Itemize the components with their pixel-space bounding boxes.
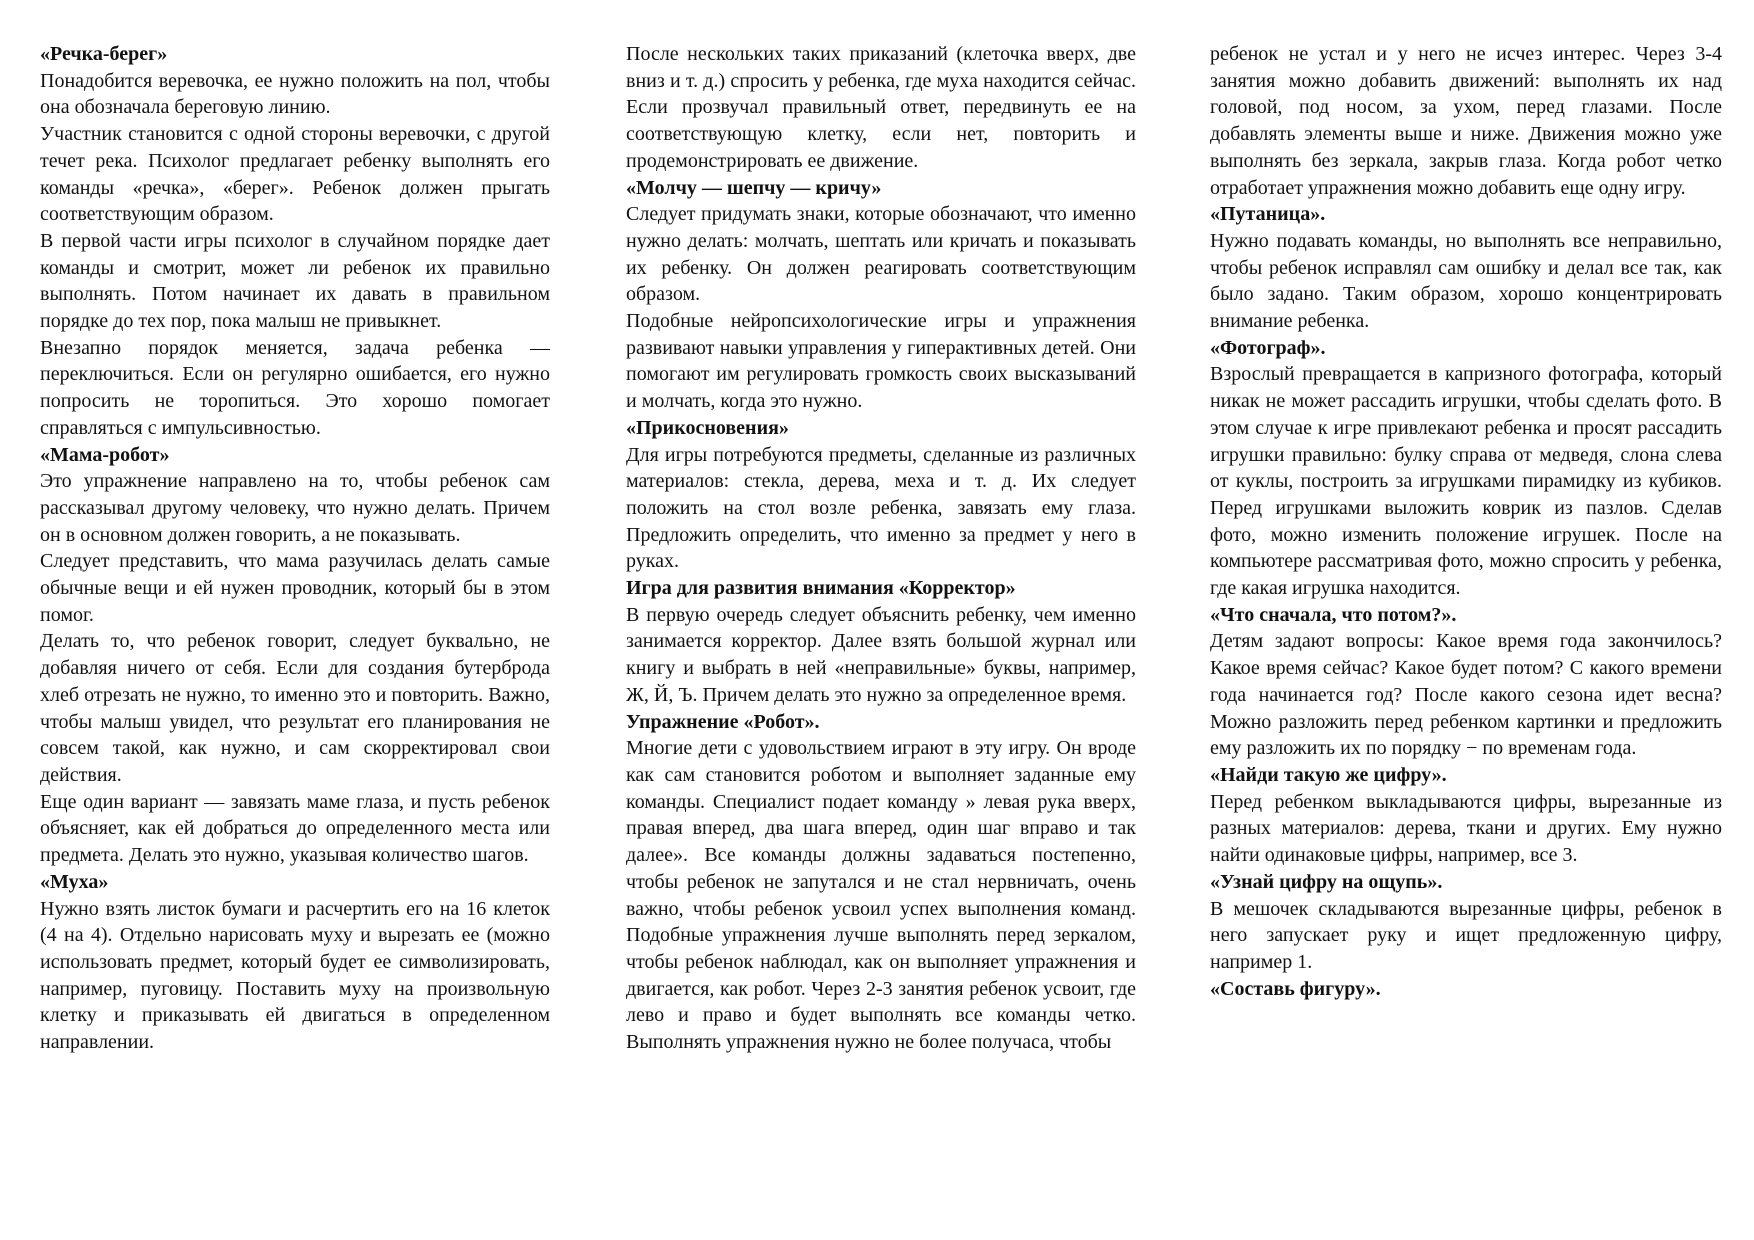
text-column-right (1210, 41, 1722, 1002)
paragraph: Для игры потребуются предметы, сделанные из различных материалов: стекла, дерева, меха и т. д. Их следует положить на стол возле ребенка, завязать ему глаза. Предложить определить, что именно за предмет у него в руках. (626, 443, 1136, 573)
paragraph: Подобные нейропсихологические игры и упражнения развивают навыки управления у гиперактивных детей. Они помогают им регулировать громкость своих высказываний и молчать, когда это нужно. (626, 310, 1136, 413)
section-heading: «Фотограф». (1210, 336, 1326, 359)
paragraph: Внезапно порядок меняется, задача ребенка — переключиться. Если он регулярно ошибается, его нужно попросить не торопиться. Это хорошо помогает справляться с импульсивностью. (40, 336, 550, 439)
paragraph: ребенок не устал и у него не исчез интерес. Через 3-4 занятия можно добавить движений: выполнять их над головой, под носом, за ухом, перед глазами. После добавлять элементы выше и ниже. Движения можно уже выполнять без зеркала, закрыв глаза. Когда робот четко отработает упражнения можно добавить еще одну игру. (1210, 43, 1722, 199)
section-heading: «Молчу — шепчу — кричу» (626, 176, 882, 199)
section-heading: «Муха» (40, 870, 109, 893)
section-heading: Упражнение «Робот». (626, 710, 820, 733)
section-heading: «Составь фигуру». (1210, 977, 1381, 1000)
paragraph: Взрослый превращается в капризного фотографа, который никак не может рассадить игрушки, чтобы сделать фото. В этом случае к игре привлекают ребенка и просят рассадить игрушки правильно: булку справа от медведя, слона слева от куклы, построить за игрушками пирамидку из кубиков. Перед игрушками выложить коврик из пазлов. Сделав фото, можно изменить положение игрушек. После на компьютере рассматривая фото, можно спросить у ребенка, где какая игрушка находится. (1210, 363, 1722, 600)
paragraph: В мешочек складываются вырезанные цифры, ребенок в него запускает руку и ищет предложенную цифру, например 1. (1210, 897, 1722, 973)
section-heading: «Что сначала, что потом?». (1210, 603, 1457, 626)
paragraph: Делать то, что ребенок говорит, следует буквально, не добавляя ничего от себя. Если для создания бутерброда хлеб отрезать не нужно, то именно это и повторить. Важно, чтобы малыш увидел, что результат его планирования не совсем такой, как нужно, и сам скорректировал свои действия. (40, 630, 550, 786)
paragraph: Это упражнение направлено на то, чтобы ребенок сам рассказывал другому человеку, что нужно делать. Причем он в основном должен говорить, а не показывать. (40, 470, 550, 546)
paragraph: В первой части игры психолог в случайном порядке дает команды и смотрит, может ли ребенок их правильно выполнять. Потом начинает их давать в правильном порядке до тех пор, пока малыш не привыкнет. (40, 229, 550, 333)
paragraph: Следует представить, что мама разучилась делать самые обычные вещи и ей нужен проводник, который бы в этом помог. (40, 550, 550, 626)
paragraph: Следует придумать знаки, которые обозначают, что именно нужно делать: молчать, шептать или кричать и показывать их ребенку. Он должен реагировать соответствующим образом. (626, 203, 1136, 306)
paragraph: Детям задают вопросы: Какое время года закончилось? Какое время сейчас? Какое будет потом? С какого времени года начинается год? После какого сезона идет весна? Можно разложить перед ребенком картинки и предложить ему разложить их по порядку − по временам года. (1210, 630, 1722, 760)
section-heading: «Прикосновения» (626, 416, 789, 439)
paragraph: Нужно подавать команды, но выполнять все неправильно, чтобы ребенок исправлял сам ошибку и делал все так, как было задано. Таким образом, хорошо концентрировать внимание ребенка. (1210, 229, 1722, 333)
text-column-left (40, 41, 550, 1056)
text-column-middle (626, 41, 1136, 1056)
paragraph: В первую очередь следует объяснить ребенку, чем именно занимается корректор. Далее взять большой журнал или книгу и выбрать в ней «неправильные» буквы, например, Ж, Й, Ъ. Причем делать это нужно за определенное время. (626, 603, 1136, 706)
paragraph: Еще один вариант — завязать маме глаза, и пусть ребенок объясняет, как ей добраться до определенного места или предмета. Делать это нужно, указывая количество шагов. (40, 790, 550, 867)
paragraph: После нескольких таких приказаний (клеточка вверх, две вниз и т. д.) спросить у ребенка, где муха находится сейчас. Если прозвучал правильный ответ, передвинуть ее на соответствующую клетку, если нет, повторить и продемонстрировать ее движение. (626, 43, 1136, 172)
section-heading: Игра для развития внимания «Корректор» (626, 577, 1016, 600)
paragraph: Участник становится с одной стороны веревочки, с другой течет река. Психолог предлагает ребенку выполнять его команды «речка», «берег». Ребенок должен прыгать соответствующим образом. (40, 123, 550, 226)
paragraph: Перед ребенком выкладываются цифры, вырезанные из разных материалов: дерева, ткани и других. Ему нужно найти одинаковые цифры, например, все 3. (1210, 790, 1722, 867)
section-heading: «Найди такую же цифру». (1210, 763, 1447, 786)
section-heading: «Узнай цифру на ощупь». (1210, 870, 1443, 893)
paragraph: Понадобится веревочка, ее нужно положить на пол, чтобы она обозначала береговую линию. (40, 69, 550, 119)
section-heading: «Речка-берег» (40, 43, 168, 65)
paragraph: Многие дети с удовольствием играют в эту игру. Он вроде как сам становится роботом и выполняет заданные ему команды. Специалист подает команду » левая рука вверх, правая вперед, два шага вперед, один шаг вправо и так далее». Все команды должны задаваться постепенно, чтобы ребенок не запутался и не стал нервничать, очень важно, чтобы ребенок усвоил успех выполнения команд. Подобные упражнения лучше выполнять перед зеркалом, чтобы ребенок наблюдал, как он выполняет упражнения и двигается, как робот. Через 2-3 занятия ребенок усвоит, где лево и право и будет выполнять все команды четко. Выполнять упражнения нужно не более получаса, чтобы (626, 737, 1136, 1054)
section-heading: «Путаница». (1210, 203, 1326, 226)
section-heading: «Мама-робот» (40, 443, 170, 466)
paragraph: Нужно взять листок бумаги и расчертить его на 16 клеток (4 на 4). Отдельно нарисовать муху и вырезать ее (можно использовать предмет, который будет ее символизировать, например, пуговицу. Поставить муху на произвольную клетку и приказывать ей двигаться в определенном направлении. (40, 897, 550, 1054)
